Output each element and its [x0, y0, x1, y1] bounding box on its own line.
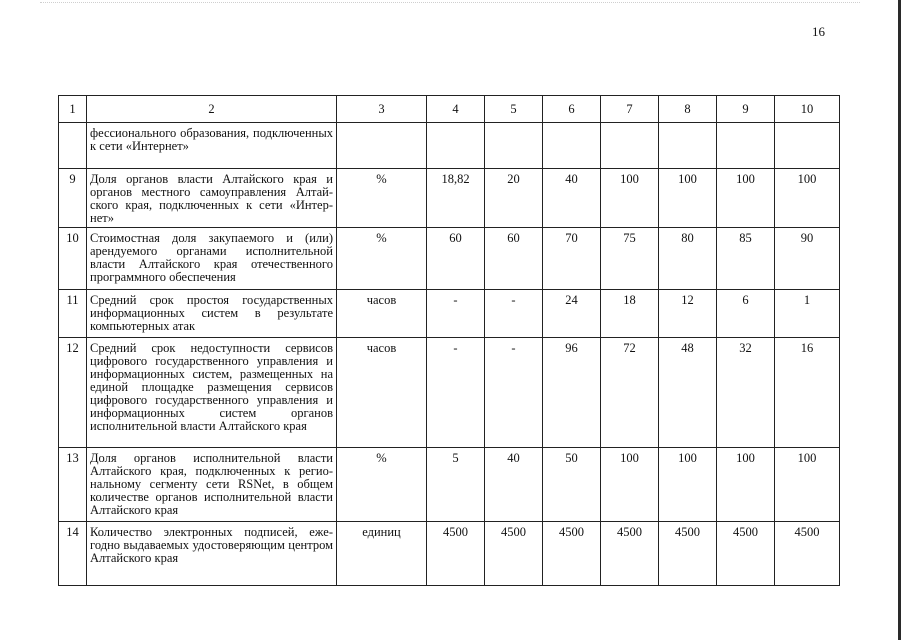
- value-cell: 4500: [427, 522, 485, 586]
- value-cell: 60: [427, 228, 485, 290]
- value-cell: 48: [659, 338, 717, 448]
- value-cell: 100: [601, 169, 659, 228]
- value-cell: 4500: [659, 522, 717, 586]
- value-cell: [775, 123, 840, 169]
- value-cell: 5: [427, 448, 485, 522]
- header-cell: 9: [717, 96, 775, 123]
- value-cell: -: [485, 290, 543, 338]
- value-cell: 80: [659, 228, 717, 290]
- header-cell: 2: [87, 96, 337, 123]
- unit-cell: %: [337, 448, 427, 522]
- header-cell: 3: [337, 96, 427, 123]
- table-row: [59, 290, 840, 338]
- row-number-cell: [59, 123, 87, 169]
- unit-cell: единиц: [337, 522, 427, 586]
- value-cell: -: [485, 338, 543, 448]
- value-cell: 20: [485, 169, 543, 228]
- header-row: [59, 96, 840, 123]
- row-number-cell: 11: [59, 290, 87, 338]
- indicator-name-cell: Доля органов исполнительной власти Алтайского края, подключенных к региональному сегменту сети RSNet, в общем количестве органов исполнительной власти Алтайского края: [87, 448, 337, 522]
- value-cell: 1: [775, 290, 840, 338]
- value-cell: 4500: [485, 522, 543, 586]
- value-cell: 50: [543, 448, 601, 522]
- value-cell: [427, 123, 485, 169]
- indicator-name-cell: Средний срок недоступности сервисов цифрового государственного управления и информационных систем, размещенных на единой площадке размещения сервисов цифрового государственного управления и информационных систем органов исполнительной власти Алтайского края: [87, 338, 337, 448]
- indicator-name-cell: Стоимостная доля закупаемого и (или) арендуемого органами исполнительной власти Алтайского края отечественного программного обеспечения: [87, 228, 337, 290]
- unit-cell: %: [337, 169, 427, 228]
- value-cell: -: [427, 338, 485, 448]
- row-number-cell: 13: [59, 448, 87, 522]
- header-cell: 8: [659, 96, 717, 123]
- value-cell: 6: [717, 290, 775, 338]
- value-cell: 75: [601, 228, 659, 290]
- header-cell: 7: [601, 96, 659, 123]
- unit-cell: часов: [337, 290, 427, 338]
- indicator-name-cell: фессионального образования, подключенных к сети «Интернет»: [87, 123, 337, 169]
- value-cell: 100: [775, 448, 840, 522]
- value-cell: 70: [543, 228, 601, 290]
- table-row: [59, 228, 840, 290]
- value-cell: [601, 123, 659, 169]
- header-cell: 5: [485, 96, 543, 123]
- row-number-cell: 10: [59, 228, 87, 290]
- value-cell: 4500: [775, 522, 840, 586]
- value-cell: [543, 123, 601, 169]
- indicator-name-cell: Средний срок простоя государственных информационных систем в результате компьютерных атак: [87, 290, 337, 338]
- value-cell: [717, 123, 775, 169]
- scan-artifact-top: [40, 2, 860, 4]
- value-cell: 100: [601, 448, 659, 522]
- value-cell: 60: [485, 228, 543, 290]
- value-cell: 12: [659, 290, 717, 338]
- table-row: [59, 123, 840, 169]
- value-cell: 85: [717, 228, 775, 290]
- table-row: [59, 448, 840, 522]
- value-cell: 4500: [543, 522, 601, 586]
- value-cell: 100: [775, 169, 840, 228]
- row-number-cell: 12: [59, 338, 87, 448]
- row-number-cell: 14: [59, 522, 87, 586]
- value-cell: 32: [717, 338, 775, 448]
- indicators-table: [58, 95, 840, 586]
- value-cell: 72: [601, 338, 659, 448]
- header-cell: 6: [543, 96, 601, 123]
- page-number: 16: [812, 24, 825, 39]
- row-number-cell: 9: [59, 169, 87, 228]
- unit-cell: %: [337, 228, 427, 290]
- indicator-name-cell: Доля органов власти Алтайского края и органов местного самоуправления Алтайского края, подключенных к сети «Интернет»: [87, 169, 337, 228]
- table-row: [59, 169, 840, 228]
- indicator-name-cell: Количество электронных подписей, ежегодно выдаваемых удостоверяющим центром Алтайского края: [87, 522, 337, 586]
- value-cell: 16: [775, 338, 840, 448]
- value-cell: 18,82: [427, 169, 485, 228]
- value-cell: 100: [659, 448, 717, 522]
- header-cell: 10: [775, 96, 840, 123]
- value-cell: [485, 123, 543, 169]
- value-cell: 100: [717, 169, 775, 228]
- value-cell: 18: [601, 290, 659, 338]
- unit-cell: часов: [337, 338, 427, 448]
- value-cell: [659, 123, 717, 169]
- table-row: [59, 522, 840, 586]
- table-body: [59, 96, 840, 586]
- value-cell: 4500: [717, 522, 775, 586]
- value-cell: 24: [543, 290, 601, 338]
- value-cell: 100: [717, 448, 775, 522]
- table-row: [59, 338, 840, 448]
- value-cell: 100: [659, 169, 717, 228]
- value-cell: 40: [543, 169, 601, 228]
- value-cell: -: [427, 290, 485, 338]
- value-cell: 96: [543, 338, 601, 448]
- unit-cell: [337, 123, 427, 169]
- header-cell: 1: [59, 96, 87, 123]
- value-cell: 40: [485, 448, 543, 522]
- value-cell: 90: [775, 228, 840, 290]
- value-cell: 4500: [601, 522, 659, 586]
- header-cell: 4: [427, 96, 485, 123]
